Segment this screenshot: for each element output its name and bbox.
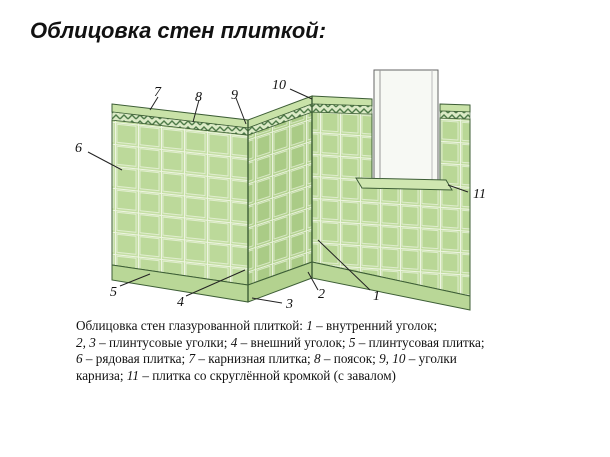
label-2: 2 [318, 287, 325, 302]
left-wall-tiles [112, 120, 248, 285]
label-10: 10 [272, 78, 286, 93]
label-3: 3 [286, 297, 293, 312]
corner-wall-tiles [248, 112, 312, 285]
label-8: 8 [195, 90, 202, 105]
caption-line-1: Облицовка стен глазурованной плиткой: 1 – внутренний уголок; [76, 318, 438, 333]
caption-line-2: 2, 3 – плинтусовые уголки; 4 – внешний уголок; 5 – плинтусовая плитка; [76, 334, 485, 350]
window-sill-tiles [356, 178, 452, 190]
label-5: 5 [110, 285, 117, 300]
right-cornice-2 [440, 104, 470, 112]
label-11: 11 [473, 187, 486, 202]
figure-caption [76, 318, 576, 384]
right-frieze [312, 104, 372, 114]
caption-line-4: карниза; 11 – плитка со скруглённой кромкой (с завалом) [76, 367, 396, 383]
right-frieze-2 [440, 111, 470, 119]
label-1: 1 [373, 289, 380, 304]
label-9: 9 [231, 88, 238, 103]
label-4: 4 [177, 295, 184, 310]
label-7: 7 [154, 85, 161, 100]
caption-line-3: 6 – рядовая плитка; 7 – карнизная плитка; 8 – поясок; 9, 10 – уголки [76, 351, 457, 366]
window-opening [374, 70, 438, 182]
page-title: Облицовка стен плиткой: [30, 18, 327, 43]
label-6: 6 [75, 141, 82, 156]
